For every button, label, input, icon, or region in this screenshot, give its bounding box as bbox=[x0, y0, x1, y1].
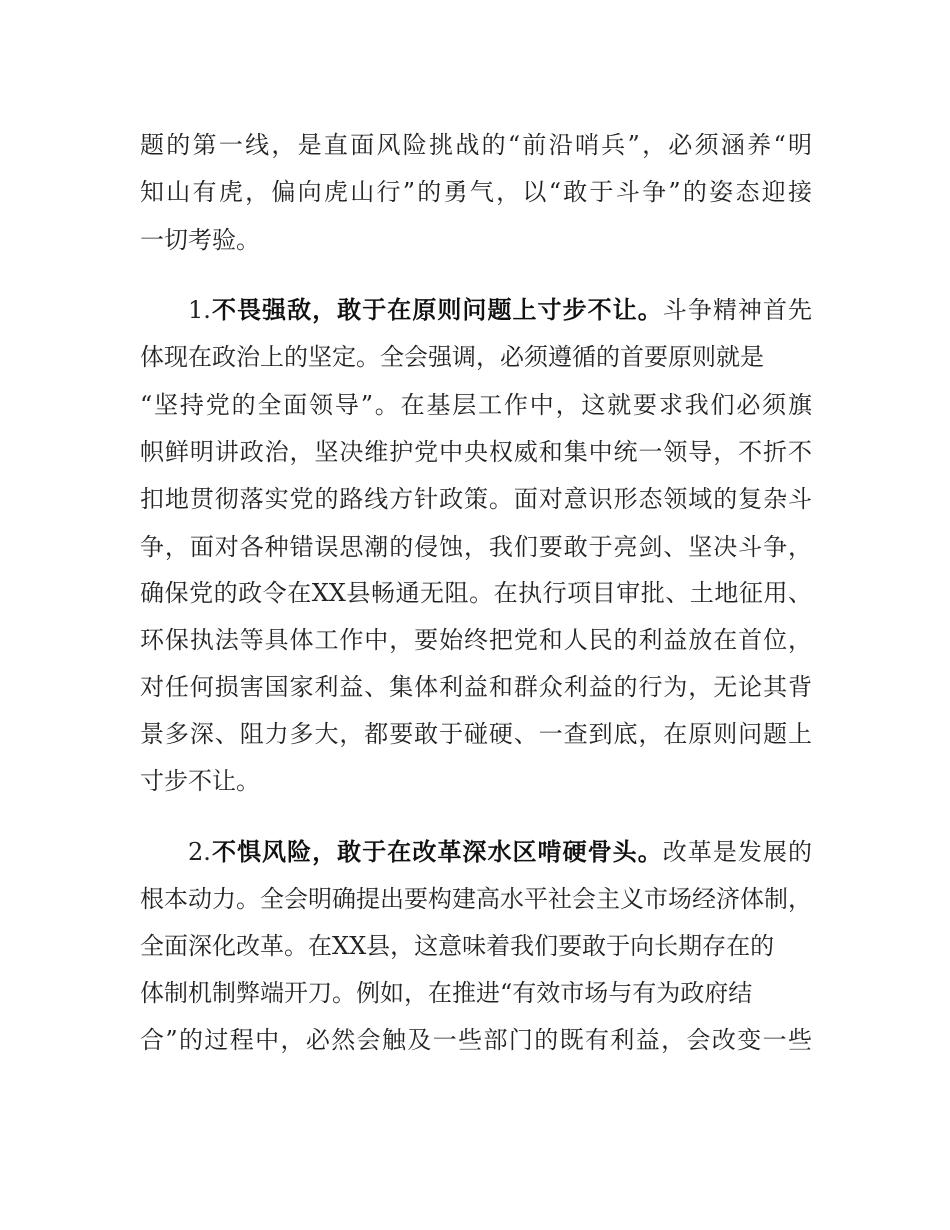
text-line: 一切考验。 bbox=[140, 226, 260, 254]
text-line bbox=[188, 294, 812, 326]
text-span: 斗争精神首先 bbox=[662, 296, 813, 324]
item-number: 2. bbox=[188, 838, 211, 866]
text-line: 题的第一线，是直面风险挑战的“前沿哨兵”，必须涵养“明 bbox=[140, 131, 812, 159]
text-line: 争，面对各种错误思潮的侵蚀，我们要敢于亮剑、坚决斗争， bbox=[140, 533, 812, 561]
paragraph-heading: 不惧风险，敢于在改革深水区啃硬骨头。 bbox=[210, 838, 663, 866]
text-line: 合”的过程中，必然会触及一些部门的既有利益，会改变一些 bbox=[140, 1026, 812, 1054]
text-line: 景多深、阻力多大，都要敢于碰硬、一查到底，在原则问题上 bbox=[140, 720, 812, 748]
text-line: 确保党的政令在XX县畅通无阻。在执行项目审批、土地征用、 bbox=[140, 579, 812, 607]
text-line: 体现在政治上的坚定。全会强调，必须遵循的首要原则就是 bbox=[140, 343, 764, 371]
paragraph-heading: 不畏强敌，敢于在原则问题上寸步不让。 bbox=[210, 296, 663, 324]
text-line: 根本动力。全会明确提出要构建高水平社会主义市场经济体制， bbox=[140, 885, 812, 913]
text-line: 寸步不让。 bbox=[140, 767, 260, 795]
text-line: 知山有虎，偏向虎山行”的勇气，以“敢于斗争”的姿态迎接 bbox=[140, 178, 812, 206]
text-span: 改革是发展的 bbox=[662, 838, 813, 866]
text-line: 体制机制弊端开刀。例如，在推进“有效市场与有为政府结 bbox=[140, 979, 753, 1007]
text-line: 对任何损害国家利益、集体利益和群众利益的行为，无论其背 bbox=[140, 673, 812, 701]
text-line: “坚持党的全面领导”。在基层工作中，这就要求我们必须旗 bbox=[140, 391, 812, 419]
text-line: 环保执法等具体工作中，要始终把党和人民的利益放在首位， bbox=[140, 626, 812, 654]
text-line: 全面深化改革。在XX县，这意味着我们要敢于向长期存在的 bbox=[140, 932, 775, 960]
text-line: 扣地贯彻落实党的路线方针政策。面对意识形态领域的复杂斗 bbox=[140, 485, 812, 513]
item-number: 1. bbox=[188, 296, 211, 324]
text-line bbox=[188, 836, 812, 868]
text-line: 帜鲜明讲政治，坚决维护党中央权威和集中统一领导，不折不 bbox=[140, 438, 812, 466]
